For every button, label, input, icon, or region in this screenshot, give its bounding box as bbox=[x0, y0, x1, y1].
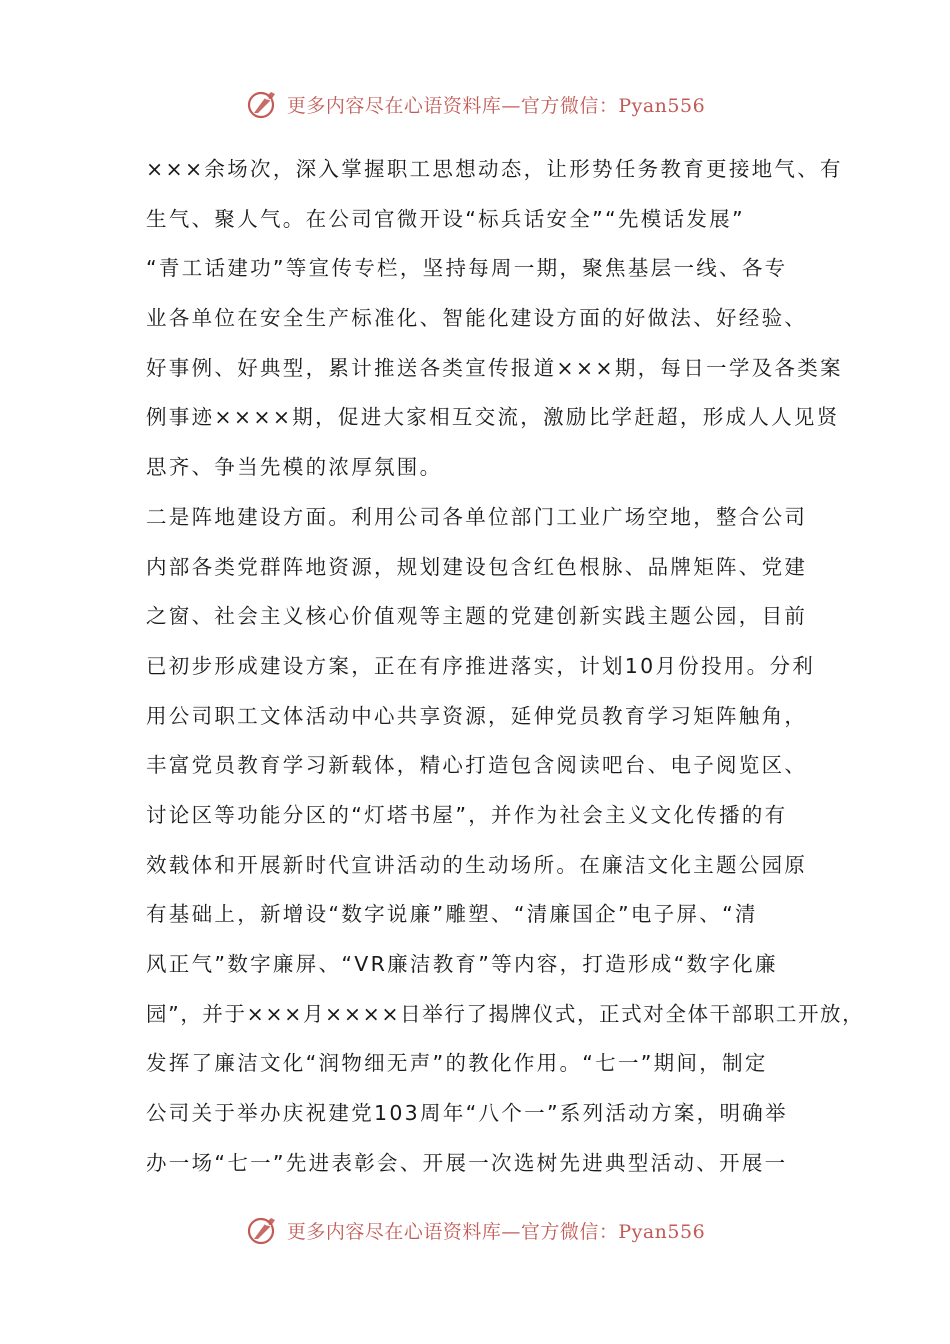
body-line-2: 生气、聚人气。在公司官微开设“标兵话安全”“先模话发展” bbox=[146, 206, 745, 231]
body-line-8: 二是阵地建设方面。利用公司各单位部门工业广场空地，整合公司 bbox=[146, 504, 808, 529]
body-line-6: 例事迹××××期，促进大家相互交流，激励比学赶超，形成人人见贤 bbox=[146, 405, 840, 430]
body-line-9: 内部各类党群阵地资源，规划建设包含红色根脉、品牌矩阵、党建 bbox=[146, 554, 808, 579]
body-line-14: 讨论区等功能分区的“灯塔书屋”，并作为社会主义文化传播的有 bbox=[146, 802, 788, 827]
body-line-12: 用公司职工文体活动中心共享资源，延伸党员教育学习矩阵触角， bbox=[146, 703, 808, 728]
footer-banner-text: 更多内容尽在心语资料库—官方微信：Pyan556 bbox=[286, 1220, 706, 1243]
pen-nib-circle-icon bbox=[245, 86, 281, 122]
body-line-17: 风正气”数字廉屏、“VR廉洁教育”等内容，打造形成“数字化廉 bbox=[146, 952, 778, 976]
body-line-3: “青工话建功”等宣传专栏，坚持每周一期，聚焦基层一线、各专 bbox=[146, 256, 788, 281]
footer-watermark-banner bbox=[0, 1210, 950, 1250]
header-watermark-banner bbox=[0, 84, 950, 124]
body-line-20: 公司关于举办庆祝建党103周年“八个一”系列活动方案，明确举 bbox=[146, 1101, 788, 1126]
header-banner-text: 更多内容尽在心语资料库—官方微信：Pyan556 bbox=[286, 94, 706, 117]
body-line-4: 业各单位在安全生产标准化、智能化建设方面的好做法、好经验、 bbox=[146, 306, 808, 331]
body-line-1: ×××余场次，深入掌握职工思想动态，让形势任务教育更接地气、有 bbox=[146, 157, 843, 181]
body-line-11: 已初步形成建设方案，正在有序推进落实，计划10月份投用。分利 bbox=[146, 653, 816, 678]
body-line-7: 思齐、争当先模的浓厚氛围。 bbox=[146, 455, 443, 480]
body-line-10: 之窗、社会主义核心价值观等主题的党建创新实践主题公园，目前 bbox=[146, 604, 808, 629]
body-line-19: 发挥了廉洁文化“润物细无声”的教化作用。“七一”期间，制定 bbox=[146, 1051, 768, 1076]
body-line-5: 好事例、好典型，累计推送各类宣传报道×××期，每日一学及各类案 bbox=[146, 355, 843, 380]
document-body bbox=[146, 145, 865, 1188]
body-line-18: 园”，并于×××月××××日举行了揭牌仪式，正式对全体干部职工开放， bbox=[146, 1001, 865, 1026]
body-line-15: 效载体和开展新时代宣讲活动的生动场所。在廉洁文化主题公园原 bbox=[146, 852, 808, 877]
body-line-13: 丰富党员教育学习新载体，精心打造包含阅读吧台、电子阅览区、 bbox=[146, 753, 808, 778]
body-line-21: 办一场“七一”先进表彰会、开展一次选树先进典型活动、开展一 bbox=[146, 1150, 788, 1175]
pen-nib-circle-icon bbox=[245, 1212, 281, 1248]
body-line-16: 有基础上，新增设“数字说廉”雕塑、“清廉国企”电子屏、“清 bbox=[146, 902, 758, 927]
